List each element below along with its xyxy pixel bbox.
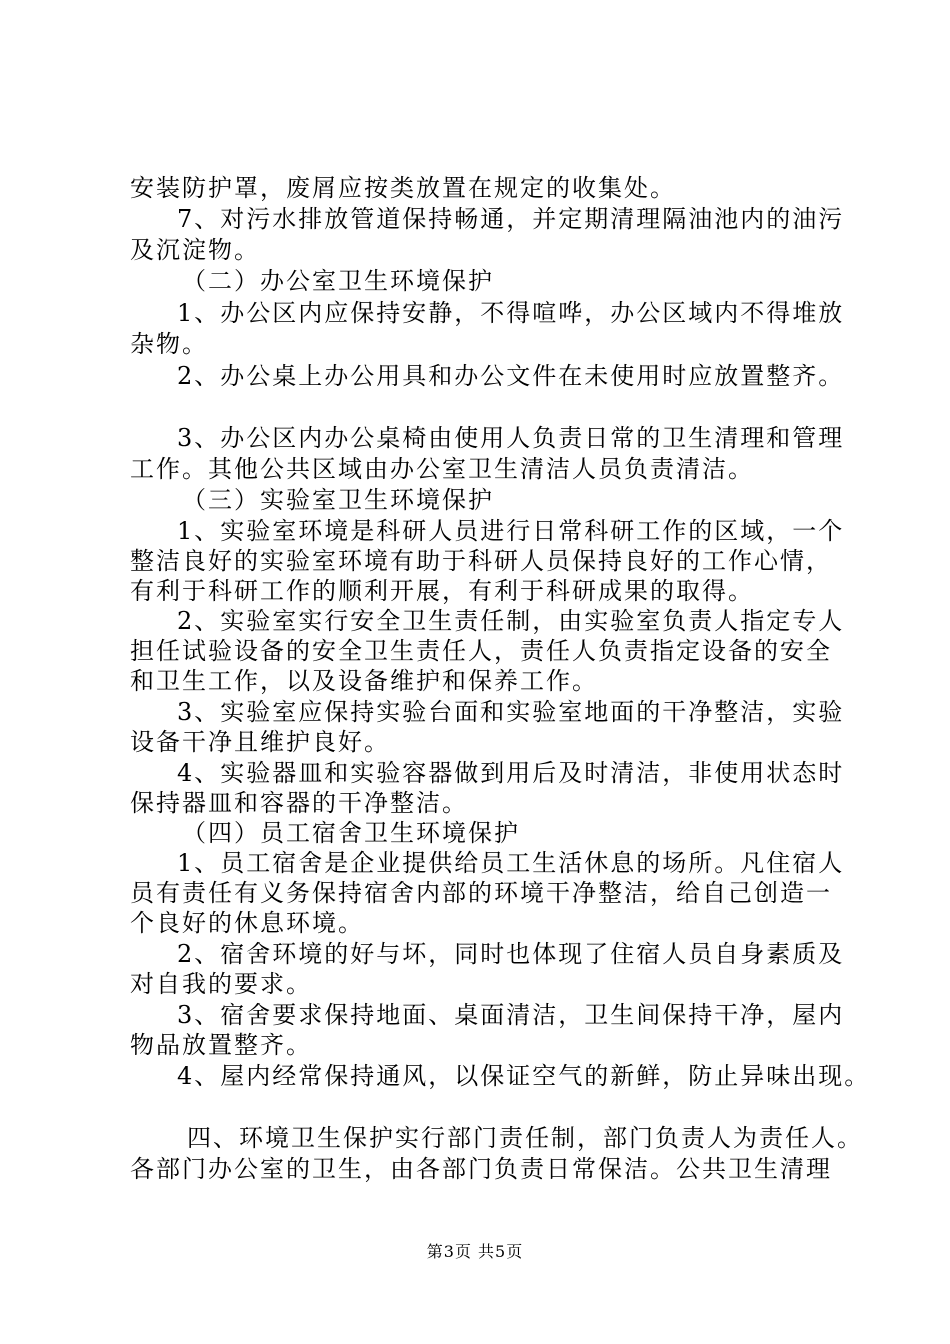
text-line: 担任试验设备的安全卫生责任人，责任人负责指定设备的安全	[130, 637, 832, 665]
text-line: 及沉淀物。	[130, 236, 260, 264]
page-number-footer: 第3页 共5页	[426, 1242, 524, 1261]
section-heading: （二）办公室卫生环境保护	[182, 267, 494, 295]
text-line: 安装防护罩，废屑应按类放置在规定的收集处。	[130, 174, 676, 202]
text-line: 设备干净且维护良好。	[130, 728, 390, 756]
section-heading: （三）实验室卫生环境保护	[182, 486, 494, 514]
text-line: 3、宿舍要求保持地面、桌面清洁，卫生间保持干净，屋内	[177, 1001, 845, 1029]
text-line: 3、实验室应保持实验台面和实验室地面的干净整洁，实验	[177, 698, 845, 726]
text-line: 对自我的要求。	[130, 970, 312, 998]
text-line: 1、实验室环境是科研人员进行日常科研工作的区域，一个	[177, 517, 845, 545]
text-line: 四、环境卫生保护实行部门责任制，部门负责人为责任人。	[187, 1124, 863, 1152]
text-line: 7、对污水排放管道保持畅通，并定期清理隔油池内的油污	[177, 205, 845, 233]
text-line: 各部门办公室的卫生，由各部门负责日常保洁。公共卫生清理	[130, 1155, 832, 1183]
text-line: 杂物。	[130, 330, 208, 358]
text-line: 物品放置整齐。	[130, 1031, 312, 1059]
text-line: 和卫生工作，以及设备维护和保养工作。	[130, 667, 598, 695]
text-line: 1、员工宿舍是企业提供给员工生活休息的场所。凡住宿人	[177, 849, 845, 877]
text-line: 2、办公桌上办公用具和办公文件在未使用时应放置整齐。	[177, 362, 845, 390]
text-line: 保持器皿和容器的干净整洁。	[130, 789, 468, 817]
text-line: 员有责任有义务保持宿舍内部的环境干净整洁，给自己创造一	[130, 879, 832, 907]
text-line: 2、实验室实行安全卫生责任制，由实验室负责人指定专人	[177, 607, 845, 635]
text-line: 有利于科研工作的顺利开展，有利于科研成果的取得。	[130, 577, 754, 605]
text-line: 个良好的休息环境。	[130, 909, 364, 937]
section-heading: （四）员工宿舍卫生环境保护	[182, 819, 520, 847]
text-line: 工作。其他公共区域由办公室卫生清洁人员负责清洁。	[130, 455, 754, 483]
text-line: 2、宿舍环境的好与坏，同时也体现了住宿人员自身素质及	[177, 940, 845, 968]
text-line: 整洁良好的实验室环境有助于科研人员保持良好的工作心情，	[130, 547, 832, 575]
text-line: 3、办公区内办公桌椅由使用人负责日常的卫生清理和管理	[177, 424, 845, 452]
text-line: 4、屋内经常保持通风，以保证空气的新鲜，防止异味出现。	[177, 1062, 871, 1090]
text-line: 1、办公区内应保持安静，不得喧哗，办公区域内不得堆放	[177, 299, 845, 327]
text-line: 4、实验器皿和实验容器做到用后及时清洁，非使用状态时	[177, 759, 845, 787]
